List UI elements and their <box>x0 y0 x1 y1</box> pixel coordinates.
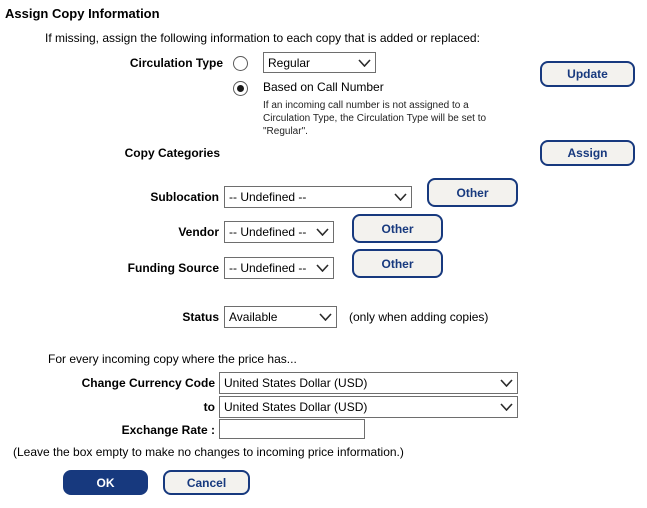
vendor-other-button[interactable] <box>352 214 443 243</box>
vendor-other-button-label: Other <box>381 221 414 236</box>
circulation-type-label: Circulation Type <box>129 56 223 70</box>
funding-source-label: Funding Source <box>127 261 219 275</box>
sublocation-other-button[interactable] <box>427 178 518 207</box>
funding-source-select-value: -- Undefined -- <box>229 261 307 275</box>
assign-button[interactable] <box>540 140 635 166</box>
chevron-down-icon <box>394 193 407 201</box>
circulation-type-select-value: Regular <box>268 55 311 70</box>
status-label: Status <box>182 310 219 324</box>
page-title: Assign Copy Information <box>5 6 160 21</box>
currency-to-select[interactable] <box>219 396 518 418</box>
cancel-button[interactable] <box>163 470 250 495</box>
funding-source-other-button-label: Other <box>381 256 414 271</box>
status-select-value: Available <box>229 310 278 324</box>
chevron-down-icon <box>316 264 329 272</box>
sublocation-other-button-label: Other <box>456 185 489 200</box>
chevron-down-icon <box>500 379 513 387</box>
sublocation-select-value: -- Undefined -- <box>229 190 307 204</box>
chevron-down-icon <box>500 403 513 411</box>
circulation-help-text: If an incoming call number is not assigned to a Circulation Type, the Circulation Type will be set to "Regular". <box>263 100 487 137</box>
vendor-select[interactable] <box>224 221 334 243</box>
ok-button[interactable] <box>63 470 148 495</box>
currency-to-label: to <box>203 400 215 414</box>
circulation-type-regular-radio[interactable] <box>233 56 248 71</box>
change-currency-code-select[interactable] <box>219 372 518 394</box>
ok-button-label: OK <box>96 475 115 490</box>
change-currency-code-label: Change Currency Code <box>81 376 215 390</box>
status-select[interactable] <box>224 306 337 328</box>
sublocation-label: Sublocation <box>150 190 219 204</box>
chevron-down-icon <box>316 228 329 236</box>
status-note: (only when adding copies) <box>349 310 489 324</box>
vendor-select-value: -- Undefined -- <box>229 225 307 239</box>
circulation-type-select[interactable] <box>263 52 376 73</box>
currency-to-select-value: United States Dollar (USD) <box>224 400 368 414</box>
funding-source-other-button[interactable] <box>352 249 443 278</box>
chevron-down-icon <box>358 59 371 67</box>
circulation-type-based-on-call-number-radio[interactable] <box>233 81 248 96</box>
vendor-label: Vendor <box>178 225 219 239</box>
exchange-rate-label: Exchange Rate : <box>121 423 215 437</box>
change-currency-code-select-value: United States Dollar (USD) <box>224 376 368 390</box>
funding-source-select[interactable] <box>224 257 334 279</box>
intro-text: If missing, assign the following information to each copy that is added or replaced: <box>45 31 480 45</box>
pricing-intro-text: For every incoming copy where the price has... <box>48 352 297 366</box>
chevron-down-icon <box>319 313 332 321</box>
pricing-note: (Leave the box empty to make no changes to incoming price information.) <box>13 445 404 459</box>
based-on-call-number-label: Based on Call Number <box>263 80 384 94</box>
update-button-label: Update <box>567 67 608 81</box>
update-button[interactable] <box>540 61 635 87</box>
exchange-rate-input[interactable] <box>219 419 365 439</box>
sublocation-select[interactable] <box>224 186 412 208</box>
copy-categories-label: Copy Categories <box>124 146 220 160</box>
cancel-button-label: Cancel <box>186 475 227 490</box>
assign-button-label: Assign <box>567 146 608 160</box>
